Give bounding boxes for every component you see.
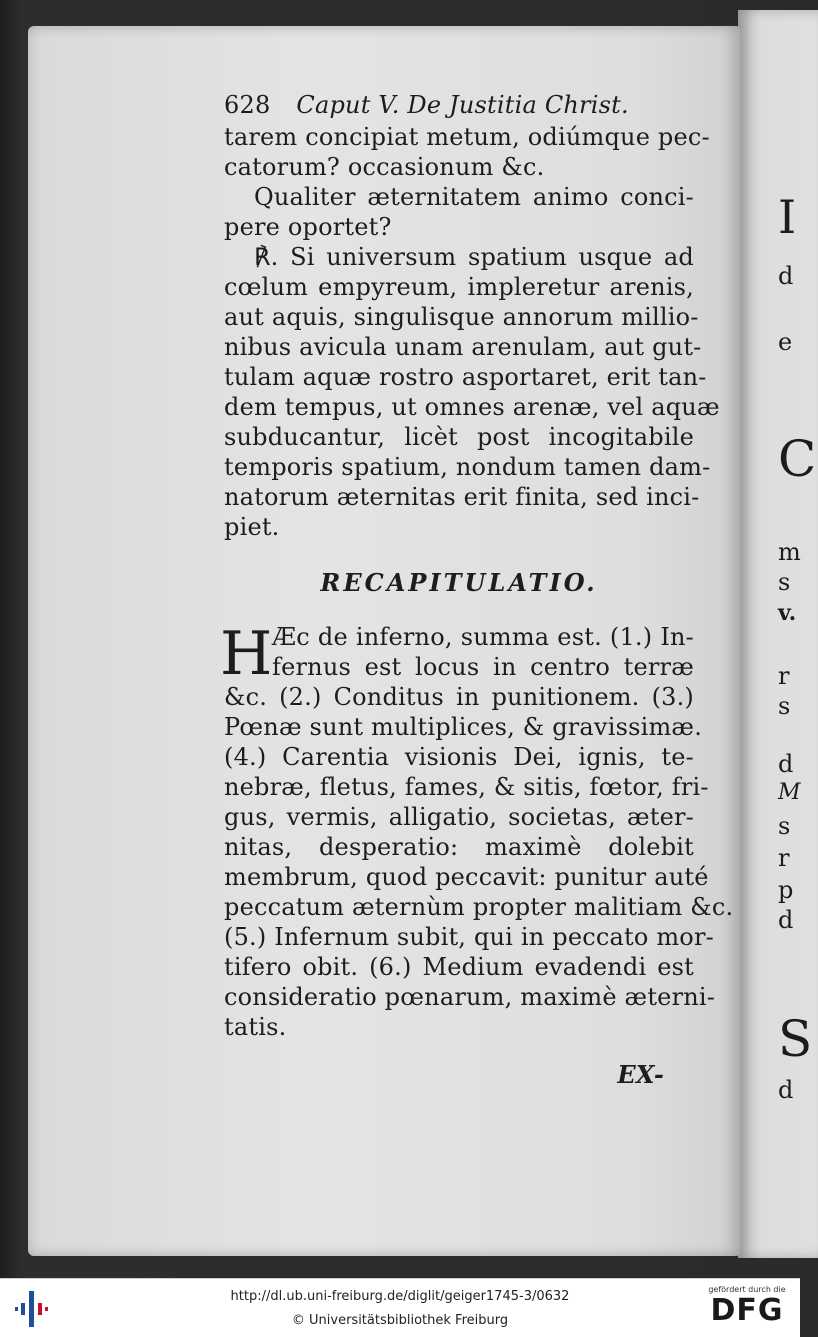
next-page-fragment: C [778,430,817,488]
recap-line: nebræ, fletus, fames, & sitis, fœtor, fri- [224,773,709,801]
answer-line: tulam aquæ rostro asportaret, erit tan- [224,363,707,391]
answer-line: subducantur, licèt post incogitabile [224,423,694,451]
drop-cap: H [220,619,273,689]
recap-line: tatis. [224,1013,287,1041]
answer-line: cœlum empyreum, impleretur arenis, [224,273,694,301]
text-line: catorum? occasionum &c. [224,153,545,181]
recap-line: (5.) Infernum subit, qui in peccato mor- [224,923,714,951]
answer-line: piet. [224,513,280,541]
recap-line: tifero obit. (6.) Medium evadendi est [224,953,694,981]
question-line: pere oportet? [224,213,392,241]
funding-note: gefördert durch die [708,1285,786,1294]
next-page-fragment: s [778,812,791,840]
next-page-fragment: m [778,538,801,566]
next-page-fragment: d [778,750,794,778]
recap-line: &c. (2.) Conditus in punitionem. (3.) [224,683,694,711]
next-page-fragment: I [778,190,797,244]
next-page-fragment: v. [778,600,797,626]
next-page-fragment: r [778,662,790,690]
recap-line: membrum, quod peccavit: punitur auté [224,863,709,891]
catchword: EX- [617,1060,664,1089]
answer-line: ℟. Si universum spatium usque ad [254,243,694,271]
next-page-edge [738,10,818,1258]
next-page-fragment: S [778,1010,813,1068]
recap-line: gus, vermis, alligatio, societas, æter- [224,803,694,831]
answer-line: aut aquis, singulisque annorum millio- [224,303,699,331]
next-page-fragment: e [778,328,793,356]
next-page-fragment: s [778,568,791,596]
answer-line: dem tempus, ut omnes arenæ, vel aquæ [224,393,720,421]
recap-line: Æc de inferno, summa est. (1.) In- [272,623,694,651]
dfg-logo [702,1283,792,1335]
page-number: 628 [224,91,271,119]
next-page-fragment: d [778,262,794,290]
recap-line: fernus est locus in centro terræ [272,653,694,681]
next-page-fragment: M [778,780,801,805]
next-page-fragment: d [778,1076,794,1104]
viewer-footer [0,1278,800,1337]
next-page-fragment: p [778,876,794,904]
funder-name: DFG [710,1293,784,1328]
recap-line: consideratio pœnarum, maximè æterni- [224,983,716,1011]
recap-line: (4.) Carentia visionis Dei, ignis, te- [224,743,694,771]
answer-line: temporis spatium, nondum tamen dam- [224,453,711,481]
next-page-fragment: d [778,906,794,934]
question-line: Qualiter æternitatem animo conci- [254,183,694,211]
running-head [224,90,694,120]
running-head-title: Caput V. De Justitia Christ. [296,91,629,119]
recap-line: nitas, desperatio: maximè dolebit [224,833,694,861]
section-heading: RECAPITULATIO. [320,568,598,597]
answer-line: natorum æternitas erit finita, sed inci- [224,483,700,511]
recap-paragraph [220,619,734,1042]
next-page-fragment: r [778,844,790,872]
text-line: tarem concipiat metum, odiúmque pec- [224,123,710,151]
page-text [220,90,734,1090]
recap-line: peccatum æternùm propter malitiam &c. [224,893,734,921]
recap-line: Pœnæ sunt multiplices, & gravissimæ. [224,713,703,741]
next-page-fragment: s [778,692,791,720]
permalink[interactable]: http://dl.ub.uni-freiburg.de/diglit/geiger1745-3/0632 [230,1289,570,1304]
copyright-notice: © Universitätsbibliothek Freiburg [291,1313,509,1328]
answer-line: nibus avicula unam arenulam, aut gut- [224,333,702,361]
